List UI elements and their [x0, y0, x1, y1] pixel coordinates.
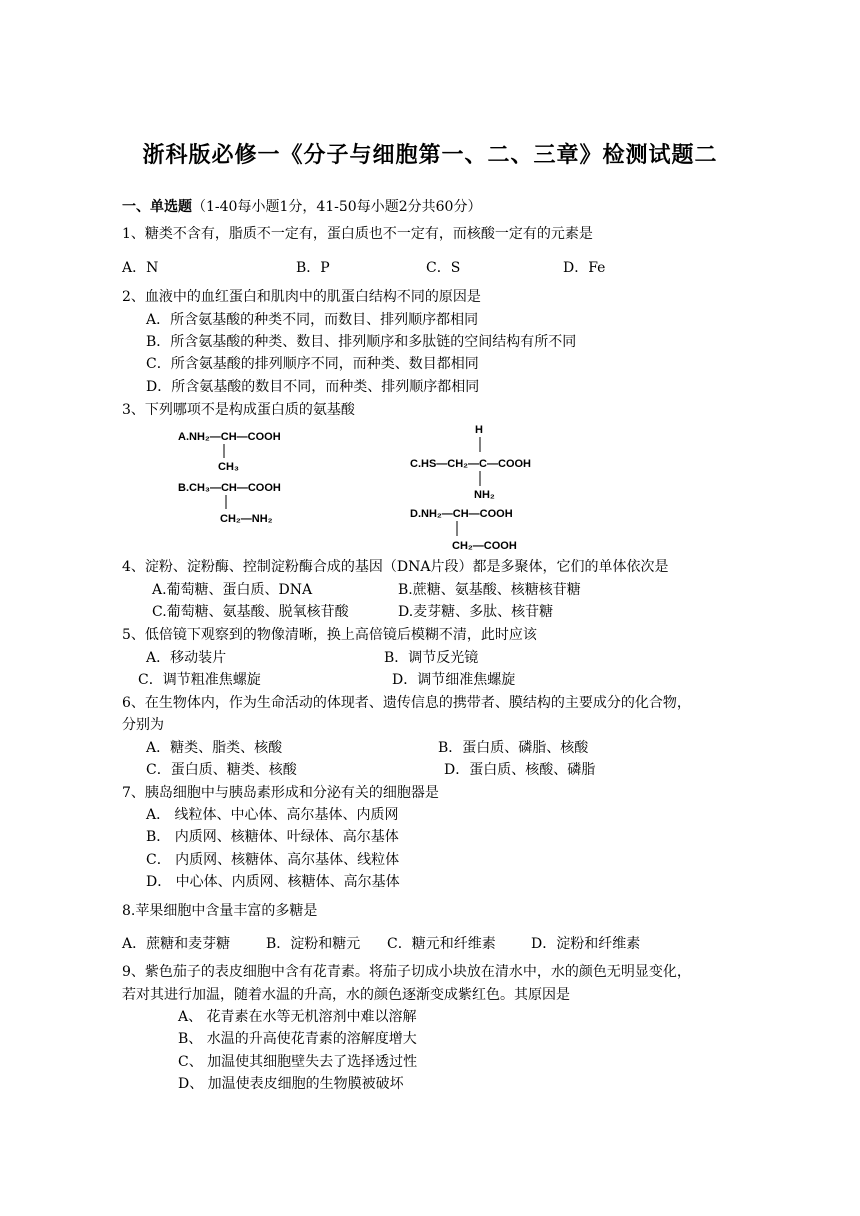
q2-option-b: B．所含氨基酸的种类、数目、排列顺序和多肽链的空间结构有所不同 — [146, 334, 577, 350]
q2-stem: 2、血液中的血红蛋白和肌肉中的肌蛋白结构不同的原因是 — [122, 289, 481, 305]
q7-option-d: D． 中心体、内质网、核糖体、高尔基体 — [146, 874, 400, 890]
q4-stem: 4、淀粉、淀粉酶、控制淀粉酶合成的基因（DNA片段）都是多聚体，它们的单体依次是 — [122, 559, 669, 575]
q6-option-b: B．蛋白质、磷脂、核酸 — [438, 740, 589, 756]
q4-option-c: C.葡萄糖、氨基酸、脱氧核苷酸 — [152, 604, 349, 620]
q3-structures — [170, 410, 570, 560]
q5-option-c: C．调节粗准焦螺旋 — [138, 672, 261, 688]
q4-option-b: B.蔗糖、氨基酸、核糖核苷糖 — [398, 582, 581, 598]
q8-option-a: A．蔗糖和麦芽糖 — [122, 936, 231, 952]
q7-option-c: C． 内质网、核糖体、高尔基体、线粒体 — [146, 852, 400, 868]
q5-option-a: A．移动装片 — [146, 650, 227, 666]
q3-option-d: D.NH₂—CH—COOH — [410, 508, 513, 520]
q2-option-d: D．所含氨基酸的数目不同，而种类、排列顺序都相同 — [146, 379, 480, 395]
q3-option-a-sidechain: CH₃ — [218, 461, 239, 473]
q5-option-d: D．调节细准焦螺旋 — [392, 672, 516, 688]
q6-option-a: A．糖类、脂类、核酸 — [146, 740, 283, 756]
q9-option-b: B、 水温的升高使花青素的溶解度增大 — [178, 1031, 417, 1047]
q9-stem-line2: 若对其进行加温，随着水温的升高，水的颜色逐渐变成紫红色。其原因是 — [122, 987, 570, 1003]
q3-option-a: A.NH₂—CH—COOH — [178, 431, 281, 443]
q5-option-b: B．调节反光镜 — [384, 650, 479, 666]
q5-stem: 5、低倍镜下观察到的物像清晰，换上高倍镜后模糊不清，此时应该 — [122, 627, 537, 643]
q7-stem: 7、胰岛细胞中与胰岛素形成和分泌有关的细胞器是 — [122, 785, 439, 801]
section-label: 一、单选题 — [122, 199, 192, 215]
q1-stem: 1、糖类不含有，脂质不一定有，蛋白质也不一定有，而核酸一定有的元素是 — [122, 226, 593, 242]
page-title: 浙科版必修一《分子与细胞第一、二、三章》检测试题二 — [142, 143, 718, 168]
q1-option-c: C．S — [426, 260, 461, 276]
section-heading — [122, 197, 481, 217]
q8-option-b: B．淀粉和糖元 — [266, 936, 361, 952]
q1-option-a: A．N — [122, 260, 159, 276]
q6-option-c: C．蛋白质、糖类、核酸 — [146, 762, 297, 778]
q6-stem-line1: 6、在生物体内，作为生命活动的体现者、遗传信息的携带者、膜结构的主要成分的化合物， — [122, 695, 691, 711]
q3-option-d-sidechain: CH₂—COOH — [452, 540, 517, 552]
q8-stem: 8.苹果细胞中含量丰富的多糖是 — [122, 903, 318, 919]
q3-option-b-sidechain: CH₂—NH₂ — [220, 513, 273, 525]
q2-option-c: C．所含氨基酸的排列顺序不同，而种类、数目都相同 — [146, 356, 479, 372]
q8-option-d: D．淀粉和纤维素 — [531, 936, 641, 952]
q1-option-b: B．P — [296, 260, 330, 276]
q9-option-c: C、 加温使其细胞壁失去了选择透过性 — [178, 1054, 418, 1070]
q3-option-b: B.CH₃—CH—COOH — [178, 482, 281, 494]
q3-option-c-sidechain: NH₂ — [474, 489, 495, 501]
q4-option-a: A.葡萄糖、蛋白质、DNA — [152, 582, 313, 598]
q3-option-c-top: H — [475, 424, 483, 436]
q3-stem: 3、下列哪项不是构成蛋白质的氨基酸 — [122, 402, 355, 418]
q8-option-c: C．糖元和纤维素 — [387, 936, 496, 952]
q1-option-d: D．Fe — [563, 260, 606, 276]
q6-option-d: D．蛋白质、核酸、磷脂 — [444, 762, 596, 778]
q4-option-d: D.麦芽糖、多肽、核苷糖 — [398, 604, 554, 620]
q6-stem-line2: 分别为 — [122, 717, 164, 733]
q9-stem-line1: 9、紫色茄子的表皮细胞中含有花青素。将茄子切成小块放在清水中，水的颜色无明显变化， — [122, 964, 691, 980]
q9-option-d: D、 加温使表皮细胞的生物膜被破坏 — [178, 1076, 404, 1092]
q7-option-a: A． 线粒体、中心体、高尔基体、内质网 — [146, 807, 399, 823]
q3-option-c: C.HS—CH₂—C—COOH — [410, 458, 531, 470]
q7-option-b: B． 内质网、核糖体、叶绿体、高尔基体 — [146, 829, 399, 845]
q2-option-a: A．所含氨基酸的种类不同，而数目、排列顺序都相同 — [146, 312, 479, 328]
q9-option-a: A、 花青素在水等无机溶剂中难以溶解 — [178, 1009, 417, 1025]
section-note: （1-40每小题1分，41-50每小题2分共60分） — [192, 199, 482, 215]
